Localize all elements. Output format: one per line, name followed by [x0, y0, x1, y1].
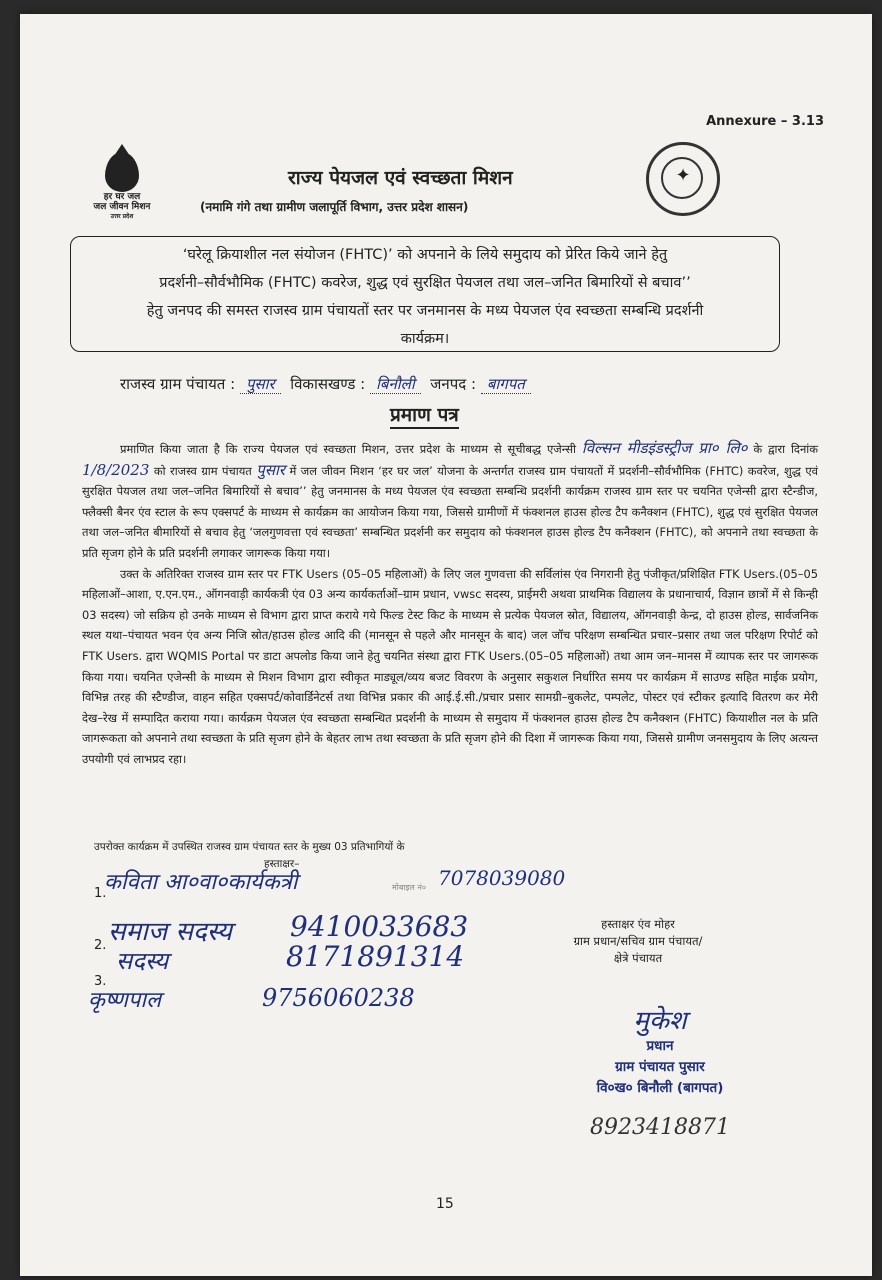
participant-2b-name: सदस्य: [116, 947, 169, 975]
participant-2-name: समाज सदस्य: [108, 917, 232, 947]
authority-line-2: ग्राम प्रधान/सचिव ग्राम पंचायत/: [573, 934, 703, 948]
certificate-body: [82, 438, 818, 770]
mobile-label: मोबाइल नं०: [392, 883, 426, 892]
authority-line-1: हस्ताक्षर एंव मोहर: [601, 917, 675, 931]
stamp-line-2: ग्राम पंचायत पुसार: [615, 1059, 705, 1075]
programme-box: [70, 236, 780, 352]
participant-1-index: 1.: [94, 886, 107, 901]
up-government-seal-icon: ✦: [646, 142, 720, 216]
water-drop-icon: [105, 152, 139, 192]
participant-3-name: कृष्णपाल: [88, 988, 161, 1013]
location-line: [120, 374, 531, 394]
document-page: [20, 14, 872, 1276]
village-name: पुसार: [256, 460, 285, 479]
participant-1-name: कविता आ०वा०कार्यकत्री: [104, 870, 298, 895]
authority-signature-block: [538, 916, 738, 967]
participant-3-index: 3.: [94, 974, 107, 989]
district-value: बागपत: [481, 375, 531, 394]
logo-text-1: हर घर जल: [103, 192, 141, 202]
panchayat-label: राजस्व ग्राम पंचायत :: [120, 375, 236, 393]
participant-1-mobile: 7078039080: [438, 866, 566, 890]
pradhan-stamp: [560, 1006, 760, 1138]
annexure-label: Annexure – 3.13: [706, 114, 824, 129]
agency-name: विल्सन मीडइंडस्ट्रीज प्रा० लि०: [581, 439, 748, 457]
p1-part-d: में जल जीवन मिशन ‘हर घर जल’ योजना के अन्तर्गत राजस्व ग्राम पंचायतों में प्रदर्शनी–सौर्वभौमिक (FHTC) कवरेज, शुद्ध एवं सुरक्षित पेयजल तथा जल–जनित बिमारियों से बचाव’’ हेतु जनमानस के मध्य पेयजल एंव स्वच्छता सम्बन्धि प्रदर्शनी कार्यक्रम राजस्व ग्राम स्तर पर चयनित एजेन्सी द्वारा स्टैन्डीज, फ्लैक्सी बैनर एंव स्टाल के रूप एक्सपर्ट के माध्यम से कार्यक्रम का आयोजन किया गया, जिससे ग्रामीणों में फंक्शनल हाउस होल्ड टैप कनैक्शन (FHTC), शुद्ध एवं सुरक्षित पेयजल तथा जल–जनित बीमारियों से बचाव हेतु ‘जलगुणवत्ता एवं स्वच्छता’ सम्बन्धित प्रदर्शनी कर समुदाय को फंक्शनल हाउस होल्ड टैप कनैक्शन (FHTC), को अपनाने तथा स्वच्छता के प्रति सृजग होने के प्रति प्रदर्शनी लगाकर जागरूक किया गया।: [82, 463, 819, 560]
participant-2b-mobile: 8171891314: [286, 940, 465, 973]
stamp-line-3: वि०ख० बिनौली (बागपत): [596, 1080, 724, 1096]
box-line-2: प्रदर्शनी–सौर्वभौमिक (FHTC) कवरेज, शुद्ध एवं सुरक्षित पेयजल तथा जल–जनित बिमारियों से बचाव’’: [159, 275, 691, 291]
mission-subtitle: (नमामि गंगे तथा ग्रामीण जलापूर्ति विभाग, उत्तर प्रदेश शासन): [200, 200, 469, 214]
stamp-line-1: प्रधान: [646, 1038, 674, 1054]
participants-note: उपरोक्त कार्यक्रम में उपस्थित राजस्व ग्राम पंचायत स्तर के मुख्य 03 प्रतिभागियों के: [94, 841, 405, 853]
box-line-1: ‘घरेलू क्रियाशील नल संयोजन (FHTC)’ को अपनाने के लिये समुदाय को प्रेरित किये जाने हेतु: [182, 247, 668, 263]
p1-part-a: प्रमाणित किया जाता है कि राज्य पेयजल एवं स्वच्छता मिशन, उत्तर प्रदेश के माध्यम से सूचीबद्ध एजेन्सी: [120, 442, 577, 456]
p1-part-c: को राजस्व ग्राम पंचायत: [153, 463, 252, 478]
har-ghar-jal-logo: [82, 152, 162, 222]
signature-label: हस्ताक्षर–: [264, 858, 300, 870]
authority-line-3: क्षेत्रे पंचायत: [613, 951, 663, 965]
participant-2-index: 2.: [94, 938, 107, 953]
mission-title: राज्य पेयजल एवं स्वच्छता मिशन: [288, 167, 513, 189]
participant-3-mobile: 9756060238: [262, 984, 415, 1012]
block-value: बिनौली: [370, 375, 421, 394]
box-line-4: कार्यक्रम।: [400, 331, 450, 347]
pradhan-signature: मुकेश: [633, 1006, 687, 1036]
block-label: विकासखण्ड :: [290, 375, 366, 393]
certificate-title: प्रमाण पत्र: [390, 401, 459, 429]
logo-text-2: जल जीवन मिशन: [93, 202, 151, 212]
page-number: 15: [436, 1196, 454, 1212]
programme-date: 1/8/2023: [82, 460, 150, 479]
pradhan-mobile: 8923418871: [590, 1115, 730, 1140]
paragraph-2: उक्त के अतिरिक्त राजस्व ग्राम स्तर पर FTK Users (05–05 महिलाओं) के लिए जल गुणवत्ता की सर्विलांस एंव निगरानी हेतु पंजीकृत/प्रशिक्षित FTK Users.(05–05 महिलाओं–आशा, ए.एन.एम., ऑगनवाड़ी कार्यकत्री एंव 03 अन्य कार्यकर्ताओं–ग्राम प्रधान, vwsc सदस्य, प्राईमरी अथवा प्राथमिक विद्यालय के प्रधानाचार्य, विज्ञान छात्रों में से किन्ही 03 सदस्य) जो सक्रिय हो उनके माध्यम से विभाग द्वारा प्राप्त कराये गये फिल्ड टेस्ट किट के माध्यम से प्रत्येक पेयजल स्रोत, विद्यालय, ऑगनवाड़ी केन्द्र, दो हाउस होल्ड, सार्वजनिक स्थल यथा–पंचायत भवन एंव अन्य निजि स्रोत/हाउस होल्ड आदि की (मानसून से पहले और मानसून के बाद) जल जॉच परिक्षण सम्बन्धित प्रचार–प्रसार तथा जल परिक्षण रिपोर्ट को FTK Users. द्वारा WQMIS Portal पर डाटा अपलोड किया जाने हेतु चयनित संस्था द्वारा FTK Users.(05–05 महिलाओं) तथा आम जन–मानस में व्यापक स्तर पर जागरूक किया गया। चयनित एजेन्सी के माध्यम से मिशन विभाग द्वारा स्वीकृत माड्यूल/व्यय बजट विवरण के अनुसार सकुशल निर्धारित समय पर कार्यक्रम में साउण्ड सहित माईक प्रयोग, विभिन्न तरह की स्टैण्डीज, वाहन सहित एक्सपर्ट/कोवार्डिनेटर्स तथा विभिन्न प्रकार की आई.ई.सी./प्रचार प्रसार सामग्री–बुकलेट, पम्पलेट, पोस्टर एवं स्टीकर इत्यादि वितरण कर मेरी देख–रेख में सम्पादित कराया गया। कार्यक्रम पेयजल एंव स्वच्छता सम्बन्धित प्रदर्शनी के माध्यम से समुदाय में फंक्शनल हाउस होल्ड टैप कनैक्शन (FHTC) कियाशील नल के प्रति जागरूकता को अपनाने तथा स्वच्छता के प्रति सृजग होने के बेहतर लाभ तथा स्वच्छता के प्रति सृजग होने की दिशा में जागरूक किया गया, जिससे ग्रामीण जनसमुदाय के लिए अत्यन्त उपयोगी एवं लाभप्रद रहा।: [82, 566, 818, 766]
p1-part-b: के द्वारा दिनांक: [753, 442, 819, 456]
district-label: जनपद :: [430, 375, 477, 393]
logo-text-3: उत्तर प्रदेश: [110, 213, 134, 220]
box-line-3: हेतु जनपद की समस्त राजस्व ग्राम पंचायतों स्तर पर जनमानस के मध्य पेयजल एंव स्वच्छता सम्बन्धि प्रदर्शनी: [146, 303, 704, 319]
participant-2-mobile: 9410033683: [290, 910, 469, 943]
paragraph-1: [82, 438, 818, 564]
panchayat-value: पुसार: [240, 375, 281, 394]
